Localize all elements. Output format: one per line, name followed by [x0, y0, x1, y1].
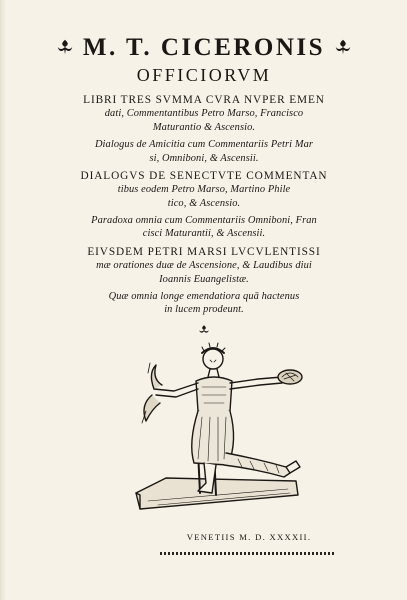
paragraph-senectute: [28, 171, 380, 209]
title-text-block: [28, 32, 380, 336]
text-line: cisci Maturantii, & Ascensii.: [142, 228, 266, 240]
text-line: Quæ omnia longe emendatiora quā hactenus: [108, 290, 300, 302]
paragraph-orationes: [28, 247, 380, 285]
text-line: in lucem prodeunt.: [164, 304, 244, 316]
page-edge-shadow: [0, 0, 6, 600]
text-line: mæ orationes duæ de Ascensione, & Laudibus diui: [96, 260, 312, 272]
text-line: tibus eodem Petro Marso, Martino Phile: [117, 184, 291, 196]
text-line: Dialogus de Amicitia cum Commentariis Petri Mar: [94, 139, 314, 151]
fortuna-woodcut-illustration: [118, 333, 314, 521]
text-line: EIVSDEM PETRI MARSI LVCVLENTISSI: [87, 245, 321, 258]
book-subtitle: OFFICIORVM: [136, 65, 272, 85]
paragraph-amicitia: [28, 140, 380, 164]
text-line: DIALOGVS DE SENECTVTE COMMENTAN: [80, 169, 328, 182]
imprint-rule: [160, 552, 336, 555]
text-line: LIBRI TRES SVMMA CVRA NVPER EMEN: [83, 94, 325, 106]
imprint-line: VENETIIS M. D. XXXXII.: [186, 532, 312, 542]
text-line: Maturantio & Ascensio.: [152, 121, 256, 133]
text-line: dati, Commentantibus Petro Marso, Francisco: [104, 108, 304, 120]
book-title: M. T. CICERONIS: [82, 33, 326, 61]
text-line: Paradoxa omnia cum Commentariis Omniboni, Fran: [91, 215, 317, 227]
paragraph-paradoxa: [28, 216, 380, 240]
fleuron-icon: [334, 38, 352, 56]
fleuron-icon: [56, 38, 74, 56]
title-row: [28, 32, 380, 62]
text-line: Ioannis Euangelistæ.: [159, 273, 249, 285]
paragraph-emendatiora: [28, 292, 380, 316]
paragraph-libri-tres: [28, 95, 380, 133]
text-line: si, Omniboni, & Ascensii.: [149, 152, 259, 164]
text-line: tico, & Ascensio.: [167, 197, 241, 209]
